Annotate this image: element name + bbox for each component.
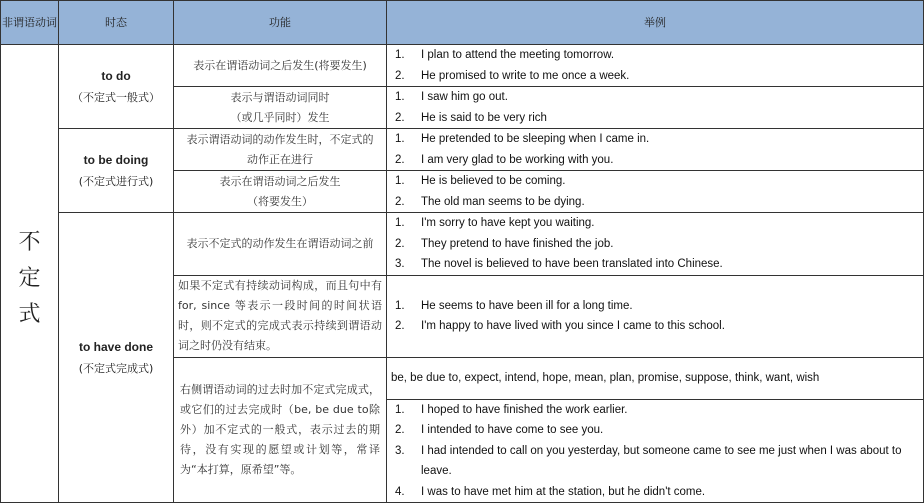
text: 表示谓语动词的动作发生时，不定式的 — [186, 132, 374, 146]
header-nonfinite: 非谓语动词 — [1, 1, 59, 45]
text: He pretended to be sleeping when I came in. — [421, 133, 650, 145]
text: I plan to attend the meeting tomorrow. — [421, 49, 615, 61]
text: 1. — [395, 133, 405, 145]
text: They pretend to have finished the job. — [421, 237, 614, 250]
text: 表示与谓语动词同时 — [230, 90, 330, 104]
text: I'm sorry to have kept you waiting. — [421, 217, 595, 229]
examples-cell — [387, 45, 924, 87]
text: He seems to have been ill for a long time. — [421, 299, 633, 312]
category-label: 不定式 — [18, 230, 41, 327]
function-cell — [174, 129, 387, 171]
tense-cell — [59, 45, 174, 129]
tense-name: （不定式一般式） — [72, 90, 160, 104]
text: 2. — [395, 69, 405, 82]
text: 2. — [395, 237, 405, 250]
text: I had intended to call on you yesterday, but someone came to see me just when I was about to — [421, 444, 902, 457]
tense-form: to have done — [78, 339, 153, 354]
category-cell — [1, 45, 59, 503]
examples-cell — [387, 171, 924, 213]
text: 1. — [395, 299, 405, 312]
text: I was to have met him at the station, but he didn't come. — [421, 485, 706, 498]
tense-cell — [59, 213, 174, 503]
examples-cell — [387, 129, 924, 171]
text: 2. — [395, 320, 405, 332]
text: I intended to have come to see you. — [421, 424, 604, 436]
header-tense: 时态 — [59, 1, 174, 45]
text: 2. — [395, 153, 405, 166]
examples-cell — [387, 399, 924, 503]
text: 3. — [395, 444, 405, 457]
text: I'm happy to have lived with you since I came to this school. — [421, 320, 725, 332]
text: He is believed to be coming. — [421, 175, 566, 187]
text: 1. — [395, 49, 405, 61]
text: leave. — [421, 465, 452, 477]
tense-name: (不定式进行式) — [78, 174, 154, 188]
verb-list: be, be due to, expect, intend, hope, mean, plan, promise, suppose, think, want, wish — [387, 357, 924, 399]
tense-cell — [59, 129, 174, 213]
header-function: 功能 — [174, 1, 387, 45]
text: He promised to write to me once a week. — [421, 69, 630, 82]
text: I hoped to have finished the work earlier. — [421, 403, 628, 416]
text: （将要发生） — [247, 194, 313, 208]
text: 1. — [395, 403, 405, 416]
text: The old man seems to be dying. — [421, 195, 585, 208]
text: He is said to be very rich — [421, 111, 547, 124]
text: 1. — [395, 175, 405, 187]
text: 动作正在进行 — [247, 152, 313, 166]
text: 1. — [395, 217, 405, 229]
header-examples: 举例 — [387, 1, 924, 45]
function-cell — [174, 171, 387, 213]
function-cell: 表示不定式的动作发生在谓语动词之前 — [174, 213, 387, 276]
tense-name: (不定式完成式) — [78, 361, 154, 375]
function-cell — [174, 87, 387, 129]
table-row — [1, 45, 924, 87]
text: I am very glad to be working with you. — [421, 153, 614, 166]
text: The novel is believed to have been translated into Chinese. — [421, 258, 723, 270]
text: 2. — [395, 424, 405, 436]
text: 表示在谓语动词之后发生 — [219, 174, 341, 188]
text: 4. — [395, 485, 405, 498]
table-row — [1, 213, 924, 276]
text: 3. — [395, 258, 405, 270]
text: （或几乎同时）发生 — [230, 110, 330, 124]
tense-form: to do — [101, 68, 131, 83]
table-row — [1, 129, 924, 171]
tense-form: to be doing — [83, 152, 149, 167]
examples-cell — [387, 213, 924, 276]
function-cell: 表示在谓语动词之后发生(将要发生) — [174, 45, 387, 87]
examples-cell — [387, 275, 924, 357]
header-row — [1, 1, 924, 45]
text: 1. — [395, 91, 405, 103]
text: 2. — [395, 111, 405, 124]
examples-cell — [387, 87, 924, 129]
function-cell: 右侧谓语动词的过去时加不定式完成式，或它们的过去完成时（be, be due to除外）加不定式的一般式，表示过去的期待，没有实现的愿望或计划等，常译为“本打算，原希望”等。 — [174, 357, 387, 503]
text: 2. — [395, 195, 405, 208]
function-cell: 如果不定式有持续动词构成，而且句中有 for, since 等表示一段时间的时间状语时，则不定式的完成式表示持续到谓语动词之时仍没有结束。 — [174, 275, 387, 357]
text: I saw him go out. — [421, 91, 508, 103]
